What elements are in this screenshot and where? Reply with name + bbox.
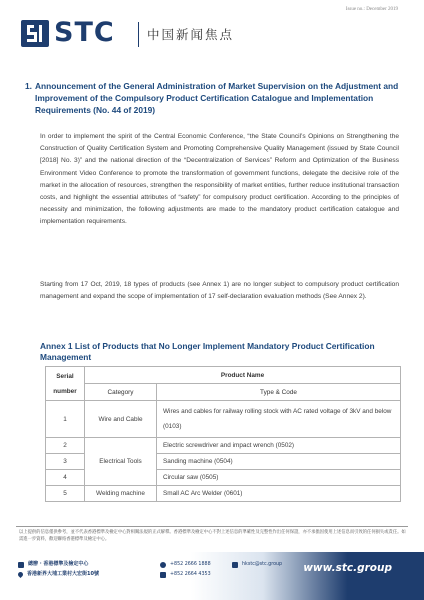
- scope-paragraph: Starting from 17 Oct, 2019, 18 types of products (see Annex 1) are no longer subject to compulsory product certification management and expand the scope of implementation of 17 self-declaration evaluation methods (See Annex 2).: [40, 281, 399, 301]
- row-category: Wire and Cable: [85, 401, 157, 438]
- website-link[interactable]: www.stc.group: [303, 562, 392, 574]
- disclaimer: 以上提供的信息僅供參考，並不代表香港標準及檢定中心對相關法規的正式解釋。香港標準及檢定中心不對上述信息的準確性及完整性作出任何保證，亦不承擔因使用上述信息而引致的任何損失或責任。如需進一步資料，歡迎聯絡香港標準及檢定中心。: [19, 530, 406, 542]
- stc-logo-icon: [21, 20, 49, 47]
- serial-header: Serial number: [46, 367, 85, 401]
- row-type: Wires and cables for railway rolling stock with AC rated voltage of 3kV and below (0103): [157, 401, 401, 438]
- location-pin-icon: [17, 571, 24, 578]
- table-row: [46, 486, 401, 502]
- email-link[interactable]: hkstc@stc.group: [242, 562, 283, 567]
- building-icon: [18, 562, 24, 568]
- newsletter-title: 中国新闻焦点: [147, 27, 235, 42]
- row-category: Welding machine: [85, 486, 157, 502]
- org-name: 總辦 · 香港標準及檢定中心: [28, 561, 89, 567]
- annex-title: Annex 1 List of Products that No Longer Implement Mandatory Product Certification Management: [40, 341, 375, 362]
- section-number: 1.: [25, 81, 32, 91]
- logo-text: STC: [54, 17, 115, 48]
- row-number: 1: [46, 401, 85, 438]
- row-category: Electrical Tools: [85, 438, 157, 486]
- row-number: 5: [46, 486, 85, 502]
- page-header: [21, 16, 401, 52]
- row-number: 4: [46, 470, 85, 486]
- row-number: 2: [46, 438, 85, 454]
- table-row: [46, 401, 401, 438]
- footer-email-block: [232, 560, 282, 570]
- row-type: Sanding machine (0504): [157, 454, 401, 470]
- table-row: [46, 438, 401, 454]
- category-header: Category: [85, 384, 157, 401]
- footer-phone-block: [160, 560, 211, 580]
- row-type: Circular saw (0505): [157, 470, 401, 486]
- row-type: Small AC Arc Welder (0601): [157, 486, 401, 502]
- section-heading: [25, 80, 401, 116]
- section-title: Announcement of the General Administration of Market Supervision on the Adjustment and Improvement of the Compulsory Product Certification Catalogue and Implementation Requirements (No. 44 of 2019): [35, 81, 399, 115]
- type-code-header: Type & Code: [157, 384, 401, 401]
- product-name-header: Product Name: [85, 367, 401, 384]
- row-type: Electric screwdriver and impact wrench (0502): [157, 438, 401, 454]
- fax-icon: [160, 572, 166, 578]
- mail-icon: [232, 562, 238, 568]
- footer-divider: [16, 526, 408, 527]
- telephone[interactable]: +852 2666 1888: [170, 562, 211, 567]
- row-number: 3: [46, 454, 85, 470]
- issue-number: Issue no.: December 2019: [345, 7, 398, 12]
- footer-address-block: [18, 560, 99, 580]
- phone-icon: [160, 562, 166, 568]
- products-table: [45, 366, 401, 502]
- intro-paragraph: In order to implement the spirit of the Central Economic Conference, “the State Council’s Opinions on Strengthening the Construction of Quality Certification System and Promoting Comprehensive Quality Management (issued by State Council [2018] No. 3)” and the national direction of the “Decentralization of Services” Reform and Optimization of the Business Environment Video Conference to promote the transformation of government functions, delegate the decisive role of the market in the allocation of resources, strengthen the responsibility of market entities, further reduce institutional transaction costs, and highlight the essential attributes of “safety” for compulsory product certification. According to the principles of necessity and minimization, the following adjustments are made to the mandatory product certification catalogue and implementation requirements.: [40, 133, 399, 226]
- header-divider: [138, 22, 139, 47]
- address: 香港新界大埔工業村大宏街10號: [27, 571, 99, 577]
- fax-number: +852 2664 4353: [170, 572, 211, 577]
